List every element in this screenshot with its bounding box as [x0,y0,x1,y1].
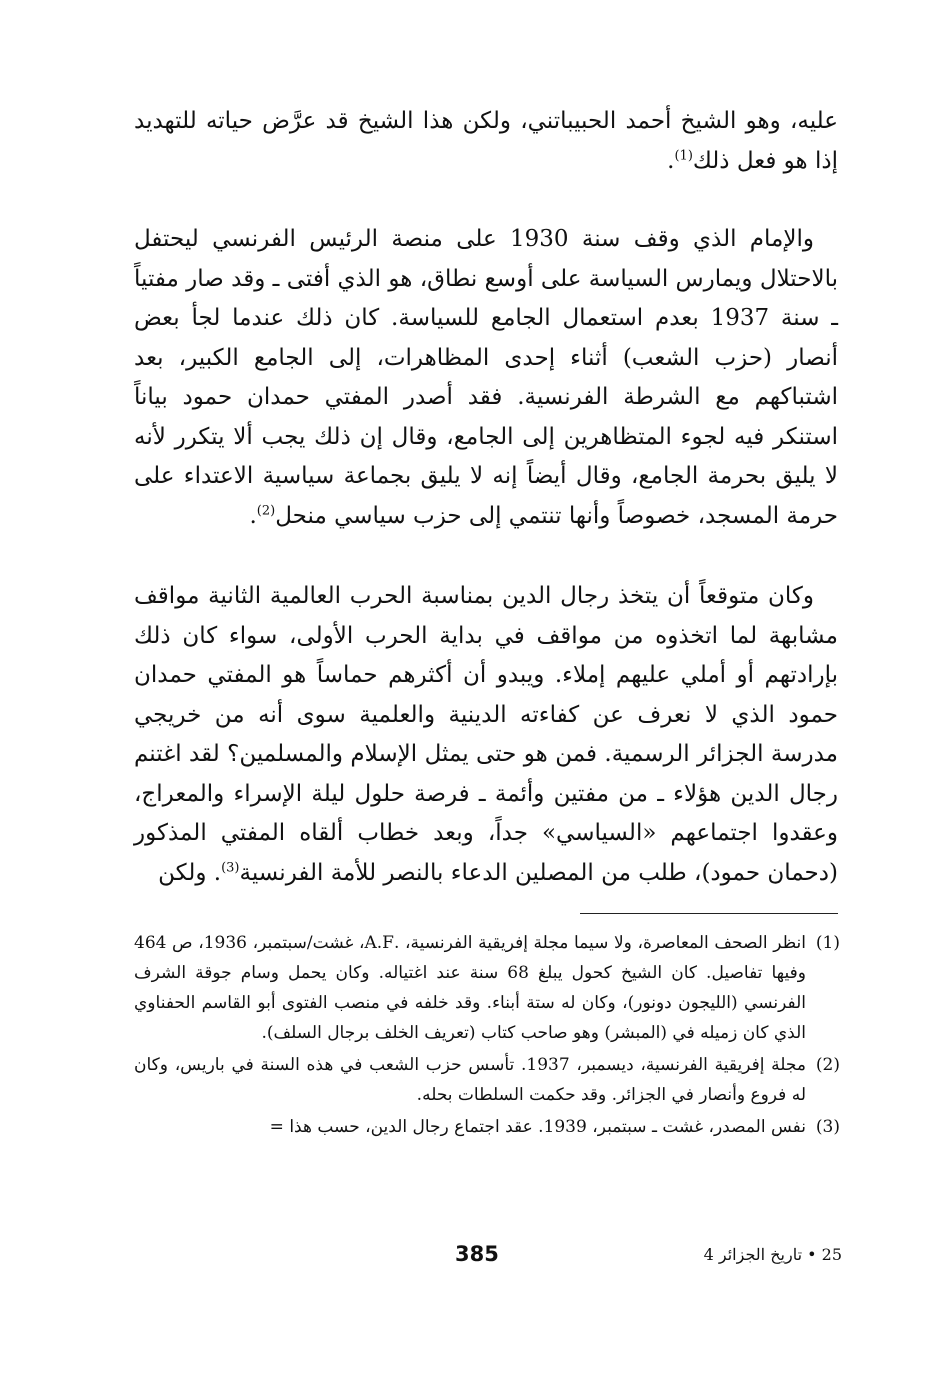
footnote-ref-3: (3) [221,859,240,875]
footnote-ref-2: (2) [256,502,276,518]
footnote-1 [134,928,840,1048]
paragraph-tail: . [667,147,675,174]
footnote-ref-1: (1) [674,147,693,163]
footnote-text: مجلة إفريقية الفرنسية، ديسمبر، 1937. تأسس حزب الشعب في هذه السنة في باريس، وكان له فروع وأنصار في الجزائر. وقد حكمت السلطات بحله. [134,1055,807,1105]
paragraph-tail: . ولكن [158,859,222,886]
paragraph-text: عليه، وهو الشيخ أحمد الحبيباتني، ولكن هذا الشيخ قد عرَّض حياته للتهديد إذا هو فعل ذلك [134,108,838,174]
body-paragraph-1 [134,102,838,181]
body-paragraph-3 [134,577,838,893]
footnote-3 [134,1112,840,1142]
footnote-text: نفس المصدر، غشت ـ سبتمبر، 1939. عقد اجتماع رجال الدين، حسب هذا = [269,1117,806,1137]
footnotes [134,928,840,1144]
body-paragraph-2 [134,220,838,536]
paragraph-text: والإمام الذي وقف سنة 1930 على منصة الرئيس الفرنسي ليحتفل بالاحتلال ويمارس السياسة على أوسع نطاق، هو الذي أفتى ـ وقد صار مفتياً ـ سنة 1937 بعدم استعمال الجامع للسياسة. كان ذلك عندما لجأ بعض أنصار (حزب الشعب) أثناء إحدى المظاهرات، إلى الجامع الكبير، بعد اشتباكهم مع الشرطة الفرنسية. فقد أصدر المفتي حمدان حمود بياناً استنكر فيه لجوء المتظاهرين إلى الجامع، وقال إن ذلك يجب ألا يتكرر لأنه لا يليق بحرمة الجامع، وقال أيضاً إنه لا يليق بجماعة سياسية الاعتداء على حرمة المسجد، خصوصاً وأنها تنتمي إلى حزب سياسي منحل [134,226,838,529]
footnote-number: (3) [815,1117,840,1137]
footnote-separator [580,913,838,914]
footnote-2 [134,1050,840,1110]
paragraph-text: وكان متوقعاً أن يتخذ رجال الدين بمناسبة الحرب العالمية الثانية مواقف مشابهة لما اتخذوه من مواقف في بداية الحرب الأولى، سواء كان ذلك بإرادتهم أو أملي عليهم إملاء. ويبدو أن أكثرهم حماساً هو المفتي حمدان حمود الذي لا نعرف عن كفاءته الدينية والعلمية سوى أنه من خريجي مدرسة الجزائر الرسمية. فمن هو حتى يمثل الإسلام والمسلمين؟ لقد اغتنم رجال الدين هؤلاء ـ من مفتين وأئمة ـ فرصة حلول ليلة الإسراء والمعراج، وعقدوا اجتماعهم «السياسي» جداً، وبعد خطاب ألقاه المفتي المذكور (دحمان حمود)، طلب من المصلين الدعاء بالنصر للأمة الفرنسية [134,583,838,886]
paragraph-tail: . [249,502,257,529]
footnote-number: (2) [815,1055,840,1075]
footnote-number: (1) [815,933,840,953]
running-footer: 25 • تاريخ الجزائر 4 [703,1245,842,1264]
page-footer [0,1242,938,1272]
footnote-text: انظر الصحف المعاصرة، ولا سيما مجلة إفريقية الفرنسية، .A.F، غشت/سبتمبر، 1936، ص 464 وفيها تفاصيل. كان الشيخ كحول يبلغ 68 سنة عند اغتياله. وكان يحمل وسام جوقة الشرف الفرنسي (الليجون دونور)، وكان له ستة أبناء. وقد خلفه في منصب الفتوى أبو القاسم الحفناوي الذي كان زميله في (المبشر) وهو صاحب كتاب (تعريف الخلف برجال السلف). [134,933,806,1043]
page-number: 385 [455,1242,499,1266]
